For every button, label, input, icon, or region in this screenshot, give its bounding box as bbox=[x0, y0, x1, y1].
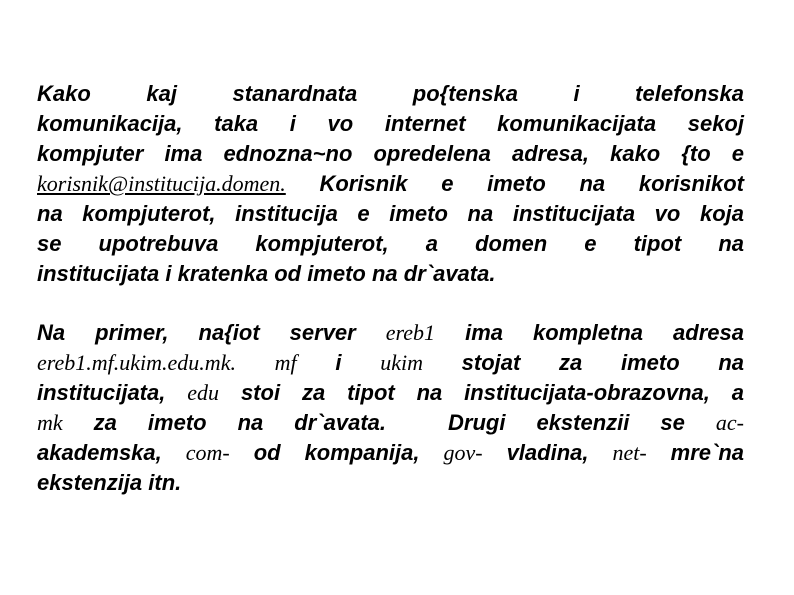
p1-line-2: komunikacija, taka i vo internet komunikacijata sekoj bbox=[37, 111, 744, 136]
paragraph-2 bbox=[37, 318, 744, 498]
p2-line-3-text-b: stoi za tipot na institucijata-obrazovna, a bbox=[240, 380, 744, 405]
p1-line-6: se upotrebuva kompjuterot, a domen e tipot na bbox=[37, 231, 744, 256]
p2-line-3-text-a: institucijata, bbox=[37, 380, 166, 405]
p2-line-4-text-a: za imeto na dr`avata. Drugi ekstenzii se bbox=[93, 410, 685, 435]
p2-line-6: ekstenzija itn. bbox=[37, 470, 182, 495]
full-address: ereb1.mf.ukim.edu.mk. bbox=[37, 350, 236, 375]
p2-line-5-text-a: akademska, bbox=[37, 440, 162, 465]
code-ac: ac- bbox=[715, 410, 744, 435]
p2-line-5-text-b: od kompanija, bbox=[253, 440, 420, 465]
code-mf: mf bbox=[274, 350, 297, 375]
p2-line-1-text-b: ima kompletna adresa bbox=[465, 320, 744, 345]
p1-line-7: institucijata i kratenka od imeto na dr`avata. bbox=[37, 261, 496, 286]
address-format: korisnik@institucija.domen. bbox=[37, 171, 286, 196]
p2-line-2-text-b: stojat za imeto na bbox=[461, 350, 744, 375]
code-net: net- bbox=[612, 440, 647, 465]
code-ukim: ukim bbox=[380, 350, 423, 375]
p2-line-2 bbox=[37, 348, 744, 378]
p1-line-3: kompjuter ima ednozna~no opredelena adresa, kako {to e bbox=[37, 141, 744, 166]
p1-line-4 bbox=[37, 169, 744, 199]
p2-line-3 bbox=[37, 378, 744, 408]
code-mk: mk bbox=[37, 410, 63, 435]
paragraph-1 bbox=[37, 79, 744, 289]
p2-line-5-text-c: vladina, bbox=[506, 440, 589, 465]
code-com: com- bbox=[185, 440, 230, 465]
p2-line-1 bbox=[37, 318, 744, 348]
p2-line-1-text-a: Na primer, na{iot server bbox=[37, 320, 356, 345]
p2-line-4 bbox=[37, 408, 744, 438]
code-edu: edu bbox=[187, 380, 220, 405]
p2-line-5 bbox=[37, 438, 744, 468]
p1-line-4-text: Korisnik e imeto na korisnikot bbox=[319, 171, 744, 196]
p2-line-5-text-d: mre`na bbox=[670, 440, 745, 465]
server-name: ereb1 bbox=[385, 320, 436, 345]
p1-line-5: na kompjuterot, institucija e imeto na institucijata vo koja bbox=[37, 201, 744, 226]
p1-line-1: Kako kaj stanardnata po{tenska i telefonska bbox=[37, 81, 744, 106]
code-gov: gov- bbox=[443, 440, 483, 465]
p2-line-2-text-a: i bbox=[335, 350, 342, 375]
